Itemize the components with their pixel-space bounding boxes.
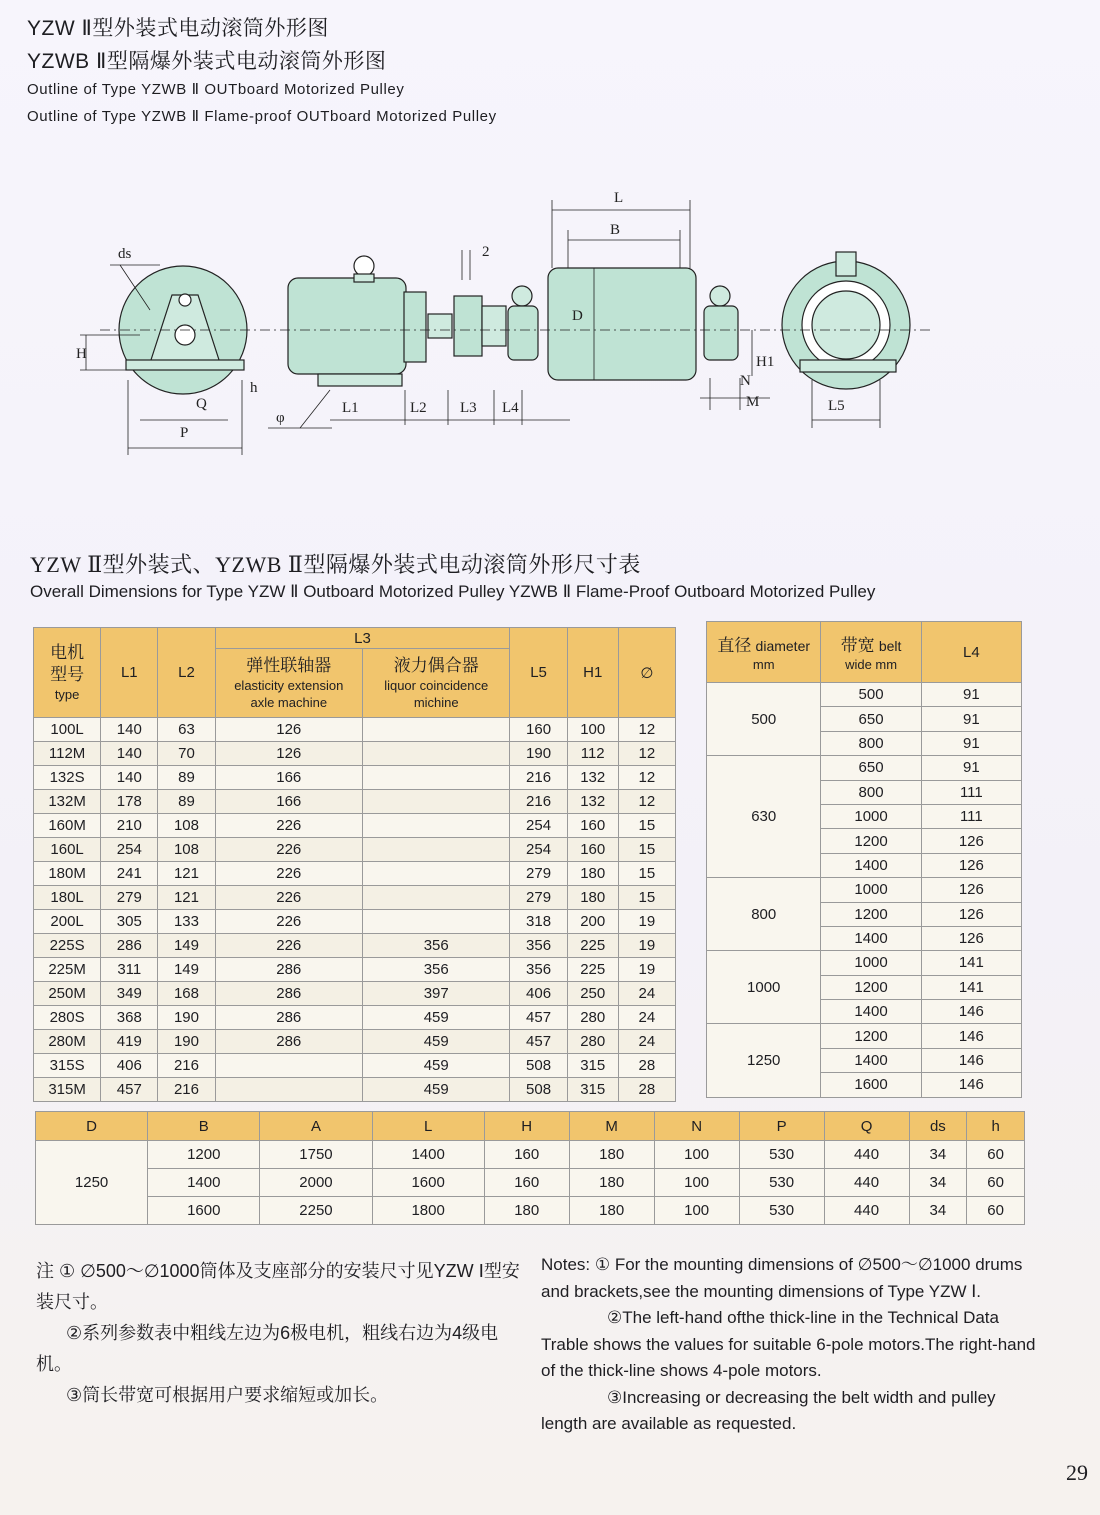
th-l4: L4 [921,622,1021,683]
table-cell: 149 [158,958,215,982]
table-cell: 160 [567,814,618,838]
table-cell: 1200 [821,902,921,926]
table-cell: 112M [34,742,101,766]
table-cell: 180 [569,1197,654,1225]
belt-width-table [706,621,1022,1098]
table-cell: 112 [567,742,618,766]
table-cell: 508 [510,1054,567,1078]
table-cell: 254 [510,838,567,862]
table-row [34,718,676,742]
th-l1: L1 [101,628,158,718]
table-cell: 356 [510,958,567,982]
table-cell [363,766,510,790]
table-cell: 226 [215,910,362,934]
table-cell: 28 [618,1054,675,1078]
table-cell: 178 [101,790,158,814]
table-row [34,1030,676,1054]
table-cell [363,886,510,910]
table-cell: 160 [484,1169,569,1197]
label-B: B [610,222,621,238]
table-cell: 111 [921,780,1021,804]
table-cell: 406 [101,1054,158,1078]
table-cell: 60 [967,1141,1025,1169]
table-cell: 457 [101,1078,158,1102]
label-H1: H1 [756,354,775,370]
th-elastic: 弹性联轴器 elasticity extension axle machine [215,649,362,718]
table-cell: 70 [158,742,215,766]
label-Q: Q [196,396,207,412]
table-row [34,814,676,838]
table-row [34,1054,676,1078]
table-cell: 100L [34,718,101,742]
table-cell: 146 [921,1048,1021,1072]
table-cell: 166 [215,766,362,790]
table-cell: 160 [510,718,567,742]
table-cell: 166 [215,790,362,814]
th-type: 电机 型号 type [34,628,101,718]
table-cell: 459 [363,1030,510,1054]
table-cell: 440 [824,1141,909,1169]
label-L5: L5 [828,398,845,414]
label-phi: φ [276,410,285,426]
table-row [36,1197,1025,1225]
table-cell: 286 [215,982,362,1006]
table-cell: 1750 [260,1141,372,1169]
table-row [707,951,1022,975]
table-cell: 305 [101,910,158,934]
table-cell: 650 [821,707,921,731]
note-en-1: Notes: ① For the mounting dimensions of ∅500～∅1000 drums and brackets,see the mounting dimensions of Type YZW Ⅰ. [541,1255,1023,1301]
diameter-cell: 500 [707,683,821,756]
label-L3: L3 [460,400,477,416]
table-cell: 311 [101,958,158,982]
table-cell: 226 [215,886,362,910]
title-cn-1: YZW Ⅱ型外装式电动滚筒外形图 [27,17,329,40]
table-cell: 126 [215,742,362,766]
table-cell: 286 [215,958,362,982]
label-D: D [572,308,583,324]
table-cell: 180 [569,1169,654,1197]
table-cell: 12 [618,766,675,790]
table-cell: 1400 [372,1141,484,1169]
table-cell: 63 [158,718,215,742]
table-cell: 132S [34,766,101,790]
table-cell: 91 [921,731,1021,755]
table-cell: 440 [824,1169,909,1197]
table-cell: 146 [921,1073,1021,1097]
table-row [707,878,1022,902]
table-cell: 280M [34,1030,101,1054]
title-en-1: Outline of Type YZWB Ⅱ OUTboard Motorized Pulley [27,81,405,98]
th-dim: B [148,1112,260,1141]
table-cell: 19 [618,934,675,958]
table-cell [363,718,510,742]
table-cell: 24 [618,982,675,1006]
table-row [34,790,676,814]
table-cell: 530 [739,1141,824,1169]
table-cell: 15 [618,814,675,838]
table-cell: 140 [101,742,158,766]
table-row [34,862,676,886]
table-cell: 459 [363,1006,510,1030]
table-cell: 457 [510,1030,567,1054]
table-cell: 160M [34,814,101,838]
table-cell: 126 [215,718,362,742]
table-row [707,683,1022,707]
table-cell: 34 [909,1197,967,1225]
table-cell: 800 [821,731,921,755]
table-cell: 1000 [821,804,921,828]
table-cell: 19 [618,958,675,982]
table-cell: 356 [363,958,510,982]
table-cell: 12 [618,742,675,766]
table-cell: 28 [618,1078,675,1102]
table-cell [363,790,510,814]
table-cell: 419 [101,1030,158,1054]
table-cell: 216 [510,766,567,790]
table-cell: 500 [821,683,921,707]
table-cell: 1200 [821,829,921,853]
table-cell [363,814,510,838]
label-P: P [180,425,189,441]
table-cell: 24 [618,1006,675,1030]
page-number: 29 [1066,1460,1088,1485]
th-dim: h [967,1112,1025,1141]
th-phi: ∅ [618,628,675,718]
table-cell: 280 [567,1030,618,1054]
table-cell: 1400 [821,853,921,877]
table-row [34,742,676,766]
title-cn-2: YZWB Ⅱ型隔爆外装式电动滚筒外形图 [27,50,387,73]
table-cell: 1200 [821,1024,921,1048]
table-cell: 140 [101,718,158,742]
table-cell: 100 [654,1169,739,1197]
table-row [34,838,676,862]
title-en-2: Outline of Type YZWB Ⅱ Flame-proof OUTboard Motorized Pulley [27,108,497,125]
table-cell: 1600 [821,1073,921,1097]
table-cell: 180L [34,886,101,910]
label-L1: L1 [342,400,359,416]
diameter-cell: 1250 [707,1024,821,1097]
table-cell: 349 [101,982,158,1006]
table-row [34,958,676,982]
table-cell: 133 [158,910,215,934]
diameter-cell: 630 [707,756,821,878]
notes-cn [36,1256,526,1411]
table-cell: 108 [158,814,215,838]
table-cell: 1600 [148,1197,260,1225]
d-cell: 1250 [36,1141,148,1225]
th-dim: L [372,1112,484,1141]
th-dim: Q [824,1112,909,1141]
table-cell: 286 [215,1006,362,1030]
table-cell: 356 [510,934,567,958]
table-row [34,766,676,790]
table-cell: 126 [921,926,1021,950]
table-cell: 1800 [372,1197,484,1225]
table-cell: 200L [34,910,101,934]
th-liquor: 液力偶合器 liquor coincidence michine [363,649,510,718]
table-cell: 216 [158,1078,215,1102]
table-cell [215,1054,362,1078]
table-cell: 149 [158,934,215,958]
table-cell: 180 [484,1197,569,1225]
drum [548,268,696,380]
table-cell: 108 [158,838,215,862]
table-cell: 146 [921,1000,1021,1024]
table-cell: 250 [567,982,618,1006]
coupling [454,296,482,356]
table-row [34,886,676,910]
th-dim: A [260,1112,372,1141]
table-cell: 280S [34,1006,101,1030]
table-cell: 180M [34,862,101,886]
table-cell: 241 [101,862,158,886]
label-N: N [740,373,751,389]
table-row [36,1169,1025,1197]
table-cell: 225 [567,934,618,958]
table-cell: 146 [921,1024,1021,1048]
table-cell: 368 [101,1006,158,1030]
table-cell: 397 [363,982,510,1006]
table-cell: 100 [654,1197,739,1225]
table-cell: 2000 [260,1169,372,1197]
diameter-cell: 1000 [707,951,821,1024]
table-cell: 34 [909,1169,967,1197]
table-cell: 406 [510,982,567,1006]
th-l5: L5 [510,628,567,718]
table-cell: 15 [618,862,675,886]
table-cell: 216 [510,790,567,814]
table-cell: 530 [739,1197,824,1225]
table-cell: 100 [567,718,618,742]
table-row [34,1078,676,1102]
table-cell: 315 [567,1078,618,1102]
table-row [34,1006,676,1030]
table-cell: 800 [821,780,921,804]
table-cell: 1000 [821,951,921,975]
label-h: h [250,380,258,396]
th-l2: L2 [158,628,215,718]
table-cell: 315S [34,1054,101,1078]
table-cell: 121 [158,862,215,886]
table-cell [363,742,510,766]
table-cell: 121 [158,886,215,910]
table-cell: 12 [618,790,675,814]
table-cell: 356 [363,934,510,958]
th-dim: ds [909,1112,967,1141]
table-cell: 34 [909,1141,967,1169]
th-belt: 带宽 belt wide mm [821,622,921,683]
table-cell: 111 [921,804,1021,828]
table-cell: 225M [34,958,101,982]
table-cell: 126 [921,902,1021,926]
note-en-2: ②The left-hand ofthe thick-line in the Technical Data Trable shows the values for suitable 6-pole motors.The right-hand of the thick-line shows 4-pole motors. [541,1308,1036,1380]
table-cell: 508 [510,1078,567,1102]
table-cell: 459 [363,1078,510,1102]
table-cell: 15 [618,886,675,910]
drum-dimensions-table [35,1111,1025,1225]
table-row [34,934,676,958]
table-cell: 126 [921,853,1021,877]
motor-body [288,278,406,374]
table-cell: 190 [158,1030,215,1054]
table-cell: 168 [158,982,215,1006]
label-2: 2 [482,244,490,260]
table-cell: 140 [101,766,158,790]
table-cell: 1200 [821,975,921,999]
table-cell: 650 [821,756,921,780]
th-diameter: 直径 diameter mm [707,622,821,683]
table-title-cn: YZW Ⅱ型外装式、YZWB Ⅱ型隔爆外装式电动滚筒外形尺寸表 [30,552,641,577]
table-cell: 279 [510,862,567,886]
table-cell: 286 [101,934,158,958]
table-cell [363,862,510,886]
table-cell: 225 [567,958,618,982]
table-row [707,756,1022,780]
table-cell: 15 [618,838,675,862]
th-dim: M [569,1112,654,1141]
table-cell: 141 [921,951,1021,975]
table-cell: 141 [921,975,1021,999]
table-cell: 180 [569,1141,654,1169]
th-l3: L3 [215,628,510,649]
diameter-cell: 800 [707,878,821,951]
table-cell: 318 [510,910,567,934]
table-cell: 2250 [260,1197,372,1225]
note-cn-2: ②系列参数表中粗线左边为6极电机，粗线右边为4级电机。 [36,1323,499,1374]
table-cell: 254 [510,814,567,838]
table-cell: 24 [618,1030,675,1054]
note-cn-1: 注 ① ∅500～∅1000筒体及支座部分的安装尺寸见YZW Ⅰ型安装尺寸。 [36,1261,520,1312]
th-dim: D [36,1112,148,1141]
table-cell: 1000 [821,878,921,902]
label-L: L [614,190,624,206]
table-cell: 216 [158,1054,215,1078]
th-h1: H1 [567,628,618,718]
table-cell: 190 [510,742,567,766]
note-en-3: ③Increasing or decreasing the belt width and pulley length are available as requested. [541,1387,996,1433]
th-dim: P [739,1112,824,1141]
table-cell: 226 [215,934,362,958]
label-L4: L4 [502,400,519,416]
th-dim: H [484,1112,569,1141]
label-L2: L2 [410,400,427,416]
table-cell: 126 [921,878,1021,902]
table-row [34,910,676,934]
table-cell: 200 [567,910,618,934]
table-cell: 1200 [148,1141,260,1169]
table-cell: 160 [484,1141,569,1169]
motor-dimensions-table [33,627,676,1102]
table-cell [363,910,510,934]
table-cell: 315M [34,1078,101,1102]
table-cell: 126 [921,829,1021,853]
table-cell: 457 [510,1006,567,1030]
table-cell: 210 [101,814,158,838]
table-cell: 226 [215,838,362,862]
table-cell: 225S [34,934,101,958]
table-row [707,1024,1022,1048]
table-cell [215,1078,362,1102]
table-cell: 91 [921,683,1021,707]
table-cell: 530 [739,1169,824,1197]
table-cell: 1400 [821,1048,921,1072]
table-cell: 160L [34,838,101,862]
table-cell: 280 [567,1006,618,1030]
table-title-en: Overall Dimensions for Type YZW Ⅱ Outboard Motorized Pulley YZWB Ⅱ Flame-Proof Outboard Motorized Pulley [30,582,876,601]
table-row [36,1141,1025,1169]
th-dim: N [654,1112,739,1141]
table-cell: 315 [567,1054,618,1078]
table-cell: 91 [921,707,1021,731]
table-cell: 89 [158,790,215,814]
table-cell: 89 [158,766,215,790]
table-cell: 100 [654,1141,739,1169]
table-cell: 1400 [821,926,921,950]
table-cell: 286 [215,1030,362,1054]
table-cell: 226 [215,814,362,838]
label-M: M [746,394,760,410]
table-cell: 91 [921,756,1021,780]
table-cell: 180 [567,886,618,910]
table-cell: 190 [158,1006,215,1030]
table-cell [363,838,510,862]
table-cell: 1400 [821,1000,921,1024]
table-cell: 132 [567,766,618,790]
label-H: H [76,346,87,362]
table-cell: 254 [101,838,158,862]
table-cell: 132 [567,790,618,814]
table-cell: 180 [567,862,618,886]
table-cell: 250M [34,982,101,1006]
notes-en [541,1252,1036,1438]
table-cell: 60 [967,1197,1025,1225]
table-cell: 440 [824,1197,909,1225]
note-cn-3: ③筒长带宽可根据用户要求缩短或加长。 [66,1385,389,1405]
table-cell: 1400 [148,1169,260,1197]
table-cell: 459 [363,1054,510,1078]
table-cell: 12 [618,718,675,742]
table-cell: 132M [34,790,101,814]
outline-drawing [0,180,1100,500]
table-cell: 19 [618,910,675,934]
label-ds: ds [118,246,132,262]
table-cell: 279 [510,886,567,910]
table-cell: 60 [967,1169,1025,1197]
table-cell: 279 [101,886,158,910]
table-cell: 160 [567,838,618,862]
table-row [34,982,676,1006]
table-cell: 226 [215,862,362,886]
table-cell: 1600 [372,1169,484,1197]
